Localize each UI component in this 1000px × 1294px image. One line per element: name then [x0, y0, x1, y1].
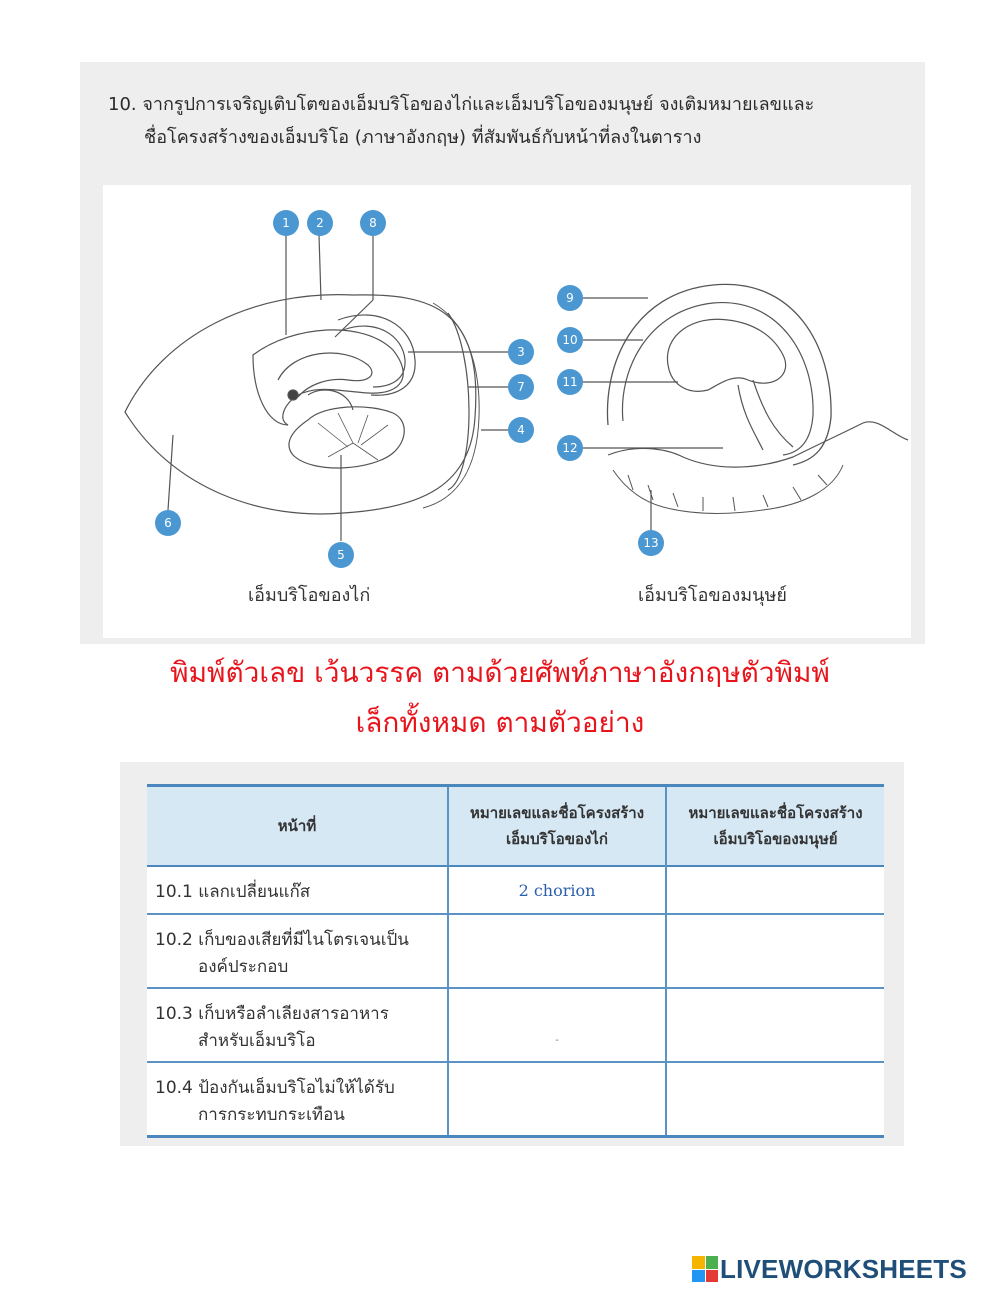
callout-label: 3	[517, 345, 525, 359]
human-answer-cell[interactable]	[666, 866, 884, 914]
header-function: หน้าที่	[147, 786, 448, 867]
uterine-wall	[608, 422, 908, 467]
instruction-line-1: พิมพ์ตัวเลข เว้นวรรค ตามด้วยศัพท์ภาษาอังกฤษตัวพิมพ์	[170, 656, 830, 689]
header-human-line1: หมายเลขและชื่อโครงสร้าง	[688, 804, 863, 822]
chick-answer-cell[interactable]: -	[448, 988, 666, 1062]
function-text: 10.1 แลกเปลี่ยนแก๊ส	[155, 882, 311, 902]
header-human	[666, 786, 884, 867]
question-line-2: ชื่อโครงสร้างของเอ็มบริโอ (ภาษาอังกฤษ) ที่สัมพันธ์กับหน้าที่ลงในตาราง	[144, 127, 702, 148]
amnion-human	[622, 303, 813, 455]
callout-label: 10	[562, 333, 578, 347]
embryo-figure	[103, 185, 911, 638]
chorion-human	[607, 284, 831, 465]
header-chick	[448, 786, 666, 867]
answer-table	[147, 784, 884, 1138]
function-text-cont: องค์ประกอบ	[198, 957, 289, 977]
liveworksheets-logo-icon	[692, 1256, 718, 1282]
header-chick-line1: หมายเลขและชื่อโครงสร้าง	[469, 804, 645, 822]
chick-answer-cell[interactable]	[448, 1062, 666, 1136]
function-cell	[147, 1062, 448, 1136]
embryo-eye	[288, 390, 298, 400]
egg-shell	[125, 295, 476, 514]
amnion	[253, 330, 403, 425]
callout-label: 7	[517, 380, 525, 394]
callout-label: 5	[337, 548, 345, 562]
table-row	[147, 866, 884, 914]
function-text-cont: การกระทบกระเทือน	[198, 1105, 345, 1125]
instruction-line-2: เล็กทั้งหมด ตามตัวอย่าง	[355, 706, 645, 739]
human-answer-cell[interactable]	[666, 1062, 884, 1136]
liveworksheets-brand[interactable]	[692, 1254, 967, 1284]
header-chick-line2: เอ็มบริโอของไก่	[506, 830, 608, 848]
header-human-line2: เอ็มบริโอของมนุษย์	[713, 830, 838, 848]
callout-label: 4	[517, 423, 525, 437]
callout-label: 6	[164, 516, 172, 530]
callout-label: 11	[562, 375, 578, 389]
human-answer-cell[interactable]	[666, 914, 884, 988]
question-text	[108, 88, 918, 154]
question-line-1: 10. จากรูปการเจริญเติบโตของเอ็มบริโอของไก่และเอ็มบริโอของมนุษย์ จงเติมหมายเลขและ	[108, 94, 815, 115]
yolk-sac	[289, 407, 404, 468]
callout-label: 9	[566, 291, 574, 305]
function-text: 10.3 เก็บหรือลำเลียงสารอาหาร	[155, 1004, 389, 1024]
function-cell	[147, 988, 448, 1062]
table-row	[147, 914, 884, 988]
chick-caption: เอ็มบริโอของไก่	[248, 585, 371, 606]
chick-answer-cell[interactable]	[448, 914, 666, 988]
callout-label: 12	[562, 441, 578, 455]
umbilical-cord	[738, 380, 793, 450]
human-embryo	[667, 319, 785, 391]
yolk-vessels	[318, 413, 388, 460]
table-row	[147, 988, 884, 1062]
table-header-row	[147, 786, 884, 867]
callout-label: 8	[369, 216, 377, 230]
brand-text: LIVEWORKSHEETS	[720, 1253, 967, 1284]
callout-label: 1	[282, 216, 290, 230]
function-text: 10.2 เก็บของเสียที่มีไนโตรเจนเป็น	[155, 930, 409, 950]
function-cell	[147, 866, 448, 914]
function-text-cont: สำหรับเอ็มบริโอ	[198, 1031, 316, 1051]
callout-markers	[155, 210, 664, 568]
function-text: 10.4 ป้องกันเอ็มบริโอไม่ให้ได้รับ	[155, 1078, 395, 1098]
function-cell	[147, 914, 448, 988]
human-caption: เอ็มบริโอของมนุษย์	[638, 585, 787, 606]
chick-answer-cell[interactable]: 2 chorion	[448, 866, 666, 914]
human-answer-cell[interactable]	[666, 988, 884, 1062]
callout-label: 13	[643, 536, 659, 550]
embryo-diagram	[103, 185, 911, 638]
callout-label: 2	[316, 216, 324, 230]
table-row	[147, 1062, 884, 1136]
placenta-villi	[613, 465, 843, 513]
allantois	[338, 315, 415, 395]
